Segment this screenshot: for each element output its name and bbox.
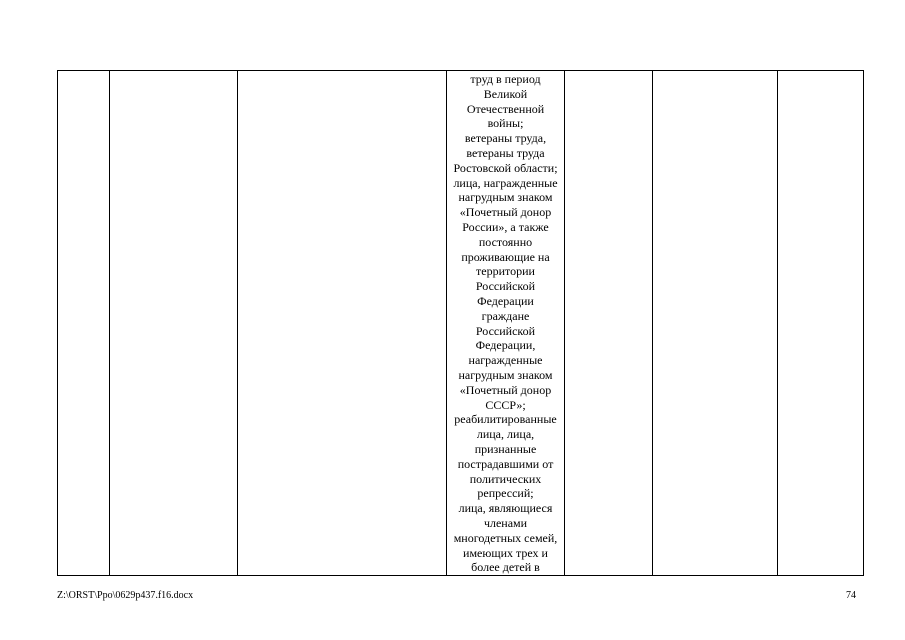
text-line: более детей в [471,560,540,575]
text-line: СССР»; [485,397,526,412]
text-line: многодетных семей, [453,530,558,545]
table-row [58,71,864,576]
text-line: Отечественной [466,101,545,116]
text-line: «Почетный донор [459,205,552,220]
document-table [57,70,864,576]
text-line: Ростовской области; [453,160,558,175]
text-line: награжденные [468,353,543,368]
text-line: Российской [475,279,536,294]
text-line: территории [476,264,535,279]
text-line: признанные [474,441,537,456]
text-line: лица, являющиеся [458,501,553,516]
table-cell-col4 [447,71,565,576]
table-cell-col3 [238,71,447,576]
text-line: войны; [487,116,524,131]
text-line: нагрудным знаком [458,190,553,205]
text-line: реабилитированные [454,412,557,427]
text-line: России», а также [462,219,549,234]
beneficiary-categories-text [447,71,564,575]
text-line: ветераны труда, [464,131,547,146]
text-line: постоянно [478,234,533,249]
table-cell-col2 [110,71,238,576]
text-line: ветераны труда [466,145,545,160]
text-line: граждане [481,308,530,323]
text-line: членами [483,515,528,530]
text-line: политических [469,471,542,486]
footer-file-path: Z:\ORST\Ppo\0629p437.f16.docx [57,590,194,601]
text-line: репрессий; [477,486,534,501]
text-line: «Почетный донор [459,382,552,397]
text-line: Великой [483,86,528,101]
table-cell-col1 [58,71,110,576]
text-line: лица, лица, [476,427,535,442]
text-line: лица, награжденные [453,175,558,190]
text-line: нагрудным знаком [458,367,553,382]
text-line: Федерации [477,293,534,308]
text-line: имеющих трех и [463,545,548,560]
text-line: проживающие на [461,249,550,264]
text-line: пострадавшими от [457,456,554,471]
page-number: 74 [846,590,856,601]
table-cell-col6 [653,71,778,576]
table-cell-col5 [565,71,653,576]
text-line: труд в период [470,72,541,86]
text-line: Федерации, [475,338,536,353]
table-cell-col7 [778,71,864,576]
text-line: Российской [475,323,536,338]
